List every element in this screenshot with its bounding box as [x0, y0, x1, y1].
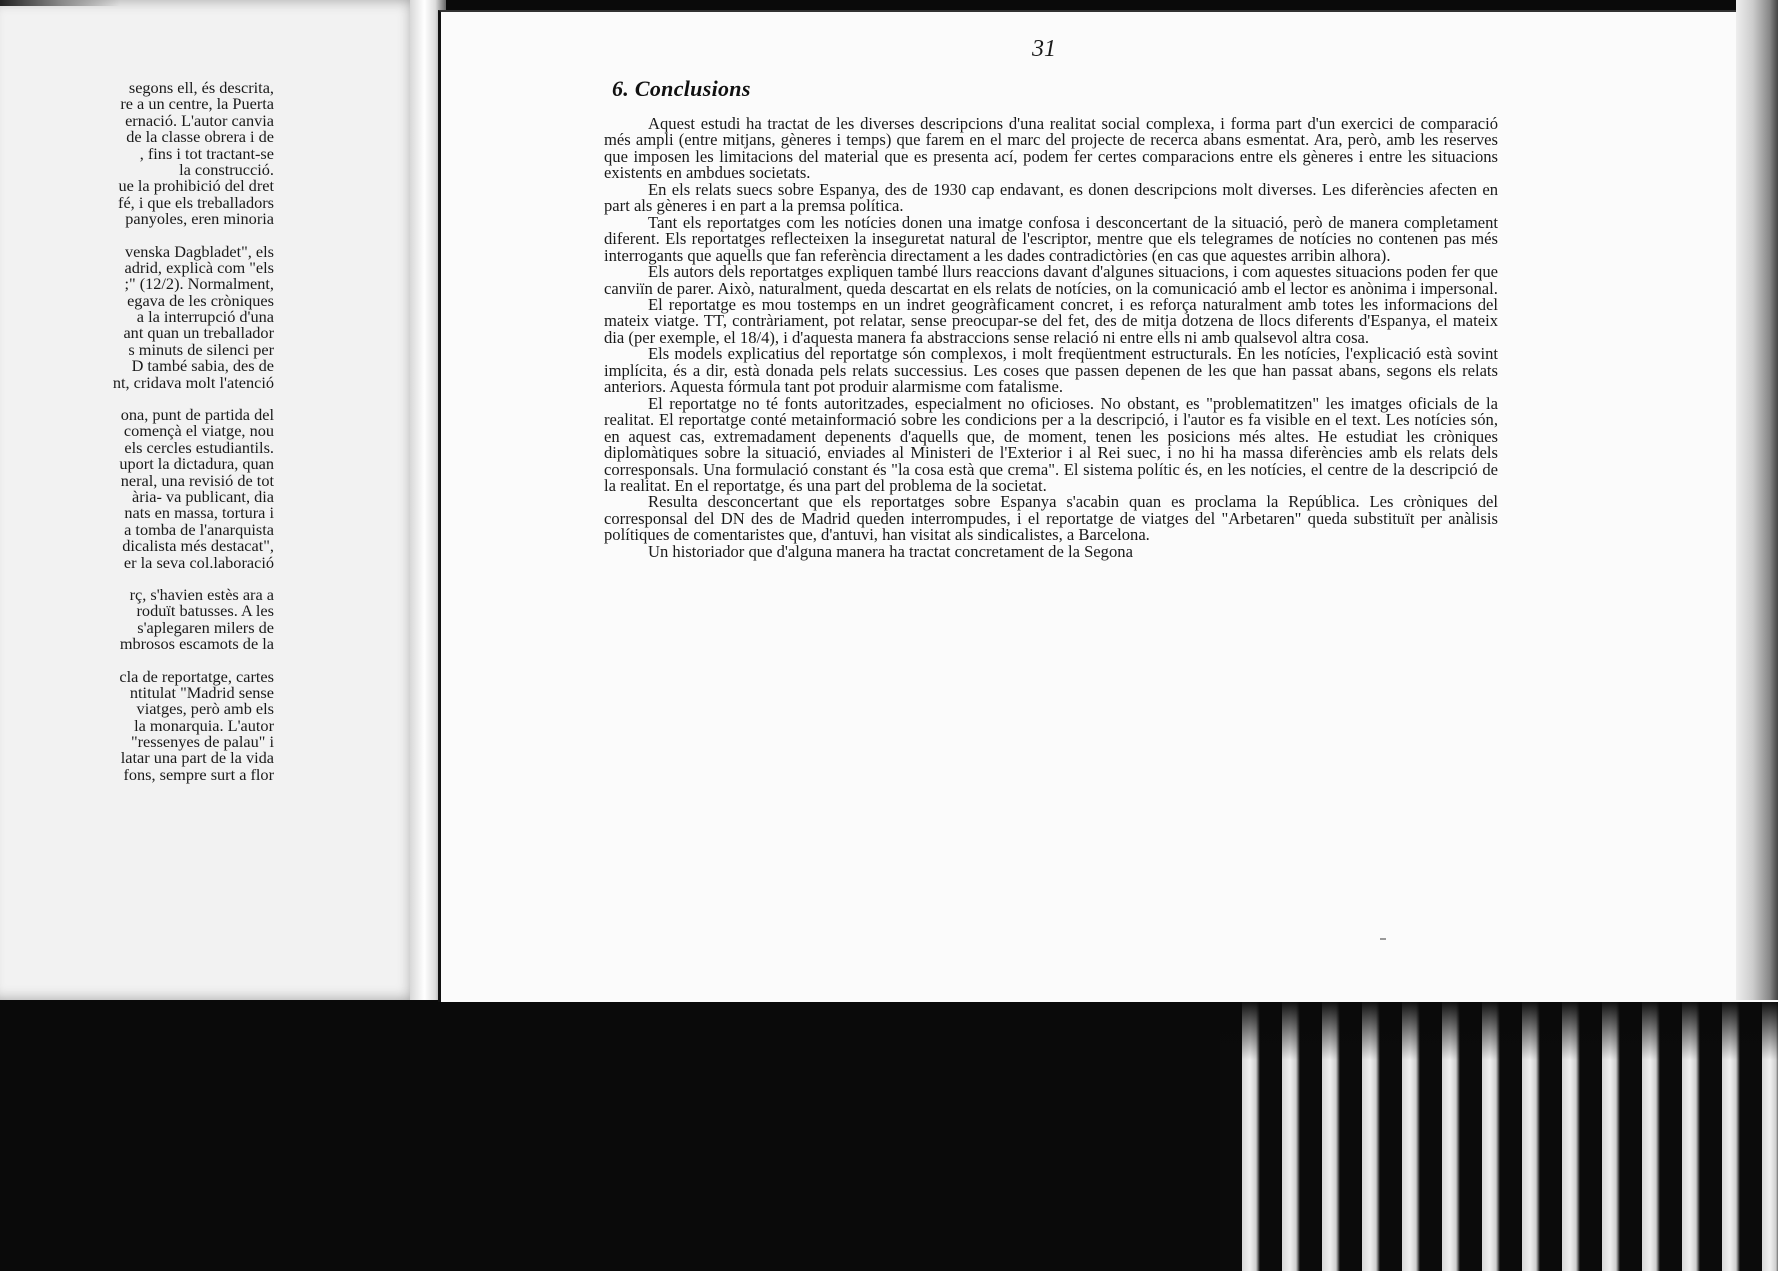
left-page-line: neral, una revisió de tot [120, 470, 274, 490]
left-page-line: fons, sempre surt a flor [123, 764, 274, 784]
left-page-line: , fins i tot tractant-se [139, 143, 274, 163]
left-page-line: ant quan un treballador [123, 323, 274, 343]
page-number: 31 [1032, 36, 1056, 62]
left-page-line: venska Dagbladet", els [124, 241, 274, 261]
paragraph: Un historiador que d'alguna manera ha tractat concretament de la Segona [648, 541, 1133, 561]
left-page-line: egava de les cròniques [127, 290, 274, 310]
paragraph: En els relats suecs sobre Espanya, des de 1930 cap endavant, es donen descripcions molt diverses. Les diferències afecten en part als gèneres i en part a la premsa política. [604, 179, 1498, 216]
paragraph: El reportatge es mou tostemps en un indret geogràficament concret, i es reforça naturalment amb totes les informacions del mateix viatge. TT, contràriament, pot relatar, sense preocupar-se del fet, des de mitja dotzena de llocs diferents d'Espanya, el mateix dia (per exemple, el 18/4), i d'aquesta manera fa abstraccions sense relació ni entre ells ni amb qualsevol altra cosa. [604, 294, 1498, 347]
left-page-line: nats en massa, tortura i [124, 503, 274, 523]
page-edge-shadow [1736, 0, 1778, 1000]
left-page-text [0, 80, 274, 783]
left-page-line: fé, i que els treballadors [118, 192, 274, 212]
paragraph: Resulta desconcertant que els reportatges sobre Espanya s'acabin quan es proclama la República. Les cròniques del corresponsal del DN des de Madrid queden interrompudes, i el reportatge de viatges del "Arbetaren" queda substituït per anàlisis polítiques de comentaristes que, d'antuvi, han visitat als sindicalistes, a Barcelona. [604, 492, 1498, 545]
scan-speck [1380, 938, 1386, 940]
left-page-line: a tomba de l'anarquista [124, 519, 274, 539]
paragraph: Tant els reportatges com les notícies donen una imatge confosa i desconcertant de la situació, però de manera completament diferent. Els reportatges reflecteixen la inseguretat natural de l'escriptor, mentre que els telegrames de notícies no contenen pas més interrogants que aquells que fan referència directament a les dades contradictòries (en cas que aquestes arribin alhora). [604, 212, 1498, 265]
left-page-line: panyoles, eren minoria [125, 209, 274, 229]
left-page-line: ària- va publicant, dia [132, 486, 274, 506]
left-page-line: ona, punt de partida del [120, 405, 274, 425]
left-page-line: ;" (12/2). Normalment, [124, 274, 274, 294]
left-page-line: adrid, explicà com "els [124, 257, 274, 277]
left-page-line: nt, cridava molt l'atenció [112, 372, 274, 392]
left-page-line: latar una part de la vida [120, 748, 274, 768]
left-page-line: rç, s'havien estès ara a [129, 584, 274, 604]
left-page-line: re a un centre, la Puerta [120, 94, 274, 114]
left-page-line: roduït batusses. A les [136, 601, 274, 621]
paragraph: Els autors dels reportatges expliquen també llurs reaccions davant d'algunes situacions, i com aquestes situacions poden fer que canviïn de parer. Això, naturalment, queda descartat en els relats de notícies, on la comunicació amb el lector es anònima i impersonal. [604, 262, 1498, 298]
left-page-line: la monarquia. L'autor [134, 715, 274, 735]
left-page-line: mbrosos escamots de la [119, 634, 274, 654]
left-page-line: "ressenyes de palau" i [130, 732, 274, 752]
paragraph: Aquest estudi ha tractat de les diverses descripcions d'una realitat social complexa, i forma part d'un exercici de comparació més ampli (entre mitjans, gèneres i temps) que farem en el marc del projecte de recerca abans esmentat. Ara, però, amb les reserves que imposen les limitacions del material que es presenta ací, podem fer certes comparacions entre els gèneres i entre les situacions existents en ambdues societats. [604, 114, 1498, 183]
body-text [604, 116, 1498, 560]
left-page-line: la construcció. [179, 159, 274, 179]
left-page-line: ernació. L'autor canvia [125, 110, 274, 130]
left-page-line: començà el viatge, nou [123, 421, 274, 441]
scanner-background-stripes [1220, 1000, 1778, 1271]
left-page-line: viatges, però amb els [136, 699, 274, 719]
left-page-line: uport la dictadura, quan [119, 454, 274, 474]
left-page-line: segons ell, és descrita, [128, 78, 274, 97]
left-page-line: ue la prohibició del dret [118, 176, 274, 196]
left-page-line: dicalista més destacat", [122, 536, 274, 556]
left-page-line: ntitulat "Madrid sense [129, 682, 274, 702]
left-page-line: de la classe obrera i de [126, 127, 274, 147]
section-title: 6. Conclusions [612, 76, 751, 101]
left-page-line: s minuts de silenci per [128, 339, 274, 359]
left-page-line: cla de reportatge, cartes [119, 666, 274, 686]
paragraph: Els models explicatius del reportatge són complexos, i molt freqüentment estructurals. En les notícies, l'explicació està sovint implícita, és a dir, està donada pels relats successius. Les coses que passen depenen de les que han passat abans, segons els relats anteriors. Aquesta fórmula tant pot produir alarmisme com fatalisme. [604, 344, 1498, 397]
left-page-line: s'aplegaren milers de [137, 617, 274, 637]
left-page-line: D també sabia, des de [131, 356, 274, 376]
left-page [0, 0, 422, 1000]
left-page-line: els cercles estudiantils. [124, 437, 274, 457]
paragraph: El reportatge no té fonts autoritzades, especialment no oficioses. No obstant, es "problematitzen" les imatges oficials de la realitat. El reportatge conté metainformació sobre les condicions per a la descripció, i l'autor es fa visible en el text. Les notícies són, en aquest cas, extremadament depenents d'aquells que, de moment, tenen les posicions més altes. He estudiat les cròniques diplomàtiques sobre la situació, enviades al Ministeri de l'Exterior i al Rei suec, i no hi ha massa diferències amb els relats dels corresponsals. Una formulació constant és "la cosa està que crema". El sistema polític és, en les notícies, el centre de la descripció de la realitat. En el reportatge, és una part del problema de la societat. [604, 393, 1498, 495]
left-page-line: er la seva col.laboració [123, 552, 274, 572]
left-page-line: a la interrupció d'una [136, 307, 274, 327]
scan-smudge [0, 0, 120, 6]
